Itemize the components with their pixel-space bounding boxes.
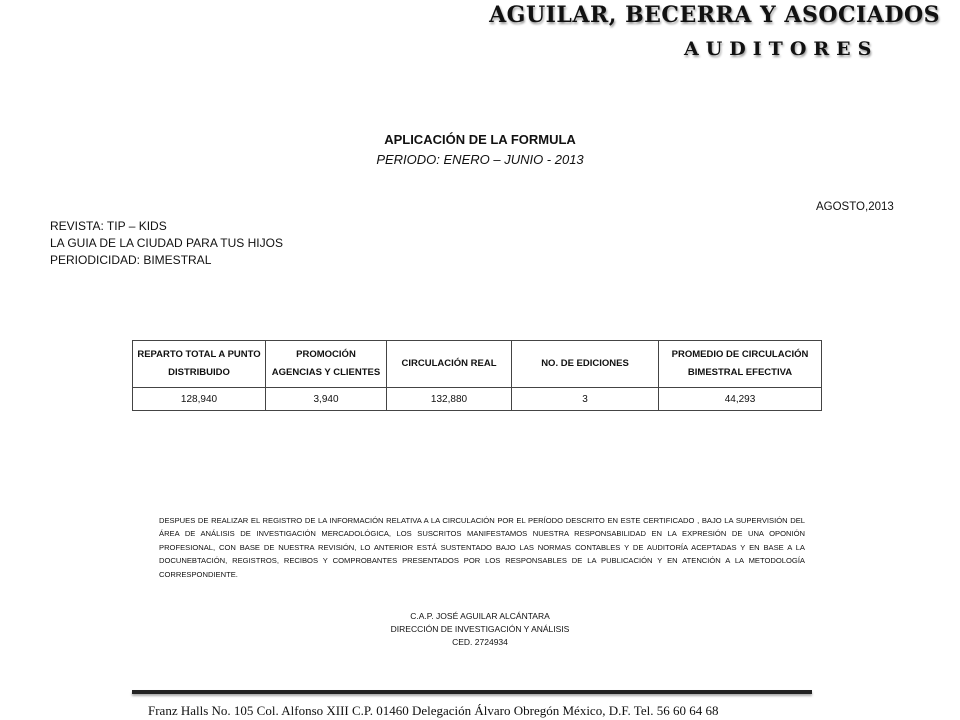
firm-name: AGUILAR, BECERRA Y ASOCIADOS [489, 2, 940, 28]
table-header-row [133, 341, 822, 388]
signatory-name: C.A.P. JOSÉ AGUILAR ALCÁNTARA [410, 611, 550, 621]
circulation-table [132, 340, 822, 411]
header-total-distributed: REPARTO TOTAL A PUNTO DISTRIBUIDO [133, 341, 266, 388]
document-period: PERIODO: ENERO – JUNIO - 2013 [376, 152, 584, 167]
footer-address: Franz Halls No. 105 Col. Alfonso XIII C.P. 01460 Delegación Álvaro Obregón México, D.F. Tel. 56 60 64 68 [148, 703, 719, 718]
cell-average-circulation: 44,293 [659, 388, 822, 411]
header-editions: NO. DE EDICIONES [512, 341, 659, 388]
signatory-department: DIRECCIÓN DE INVESTIGACIÓN Y ANÁLISIS [390, 624, 570, 634]
table-row [133, 388, 822, 411]
magazine-name: REVISTA: TIP – KIDS [50, 219, 167, 233]
cell-total-distributed: 128,940 [133, 388, 266, 411]
firm-subtitle: AUDITORES [684, 38, 879, 60]
magazine-periodicity: PERIODICIDAD: BIMESTRAL [50, 253, 212, 267]
cell-real-circulation: 132,880 [387, 388, 512, 411]
header-average-circulation: PROMEDIO DE CIRCULACIÓN BIMESTRAL EFECTIVA [659, 341, 822, 388]
cell-editions: 3 [512, 388, 659, 411]
document-date: AGOSTO,2013 [816, 201, 894, 213]
document-title: APLICACIÓN DE LA FORMULA [384, 132, 576, 147]
signature-block [0, 610, 960, 649]
footer-divider [132, 690, 812, 694]
magazine-tagline: LA GUIA DE LA CIUDAD PARA TUS HIJOS [50, 236, 283, 250]
cell-promotion: 3,940 [266, 388, 387, 411]
certification-paragraph: DESPUES DE REALIZAR EL REGISTRO DE LA INFORMACIÓN RELATIVA A LA CIRCULACIÓN POR EL PERÍODO DESCRITO EN ESTE CERTIFICADO , BAJO LA SUPERVISIÓN DEL ÁREA DE ANÁLISIS DE INVESTIGACIÓN MERCADOLÓGICA, LOS SUSCRITOS MANIFESTAMOS NUESTRA RESPONSABILIDAD EN LA EXPRESIÓN DE UNA OPONIÓN PROFESIONAL, CON BASE DE NUESTRA REVISIÓN, LO ANTERIOR ESTÁ SUSTENTADO BAJO LAS NORMAS CONTABLES Y DE AUDITORÍA ACEPTADAS Y EN BASE A LA DOCUNEBTACIÓN, REGISTROS, RECIBOS Y COMPROBANTES PRESENTADOS POR LOS RESPONSABLES DE LA PUBLICACIÓN Y EN ATENCIÓN A LA METODOLOGÍA CORRESPONDIENTE. [159, 516, 805, 579]
header-promotion: PROMOCIÓN AGENCIAS Y CLIENTES [266, 341, 387, 388]
signatory-license: CED. 2724934 [452, 637, 508, 647]
header-real-circulation: CIRCULACIÓN REAL [387, 341, 512, 388]
